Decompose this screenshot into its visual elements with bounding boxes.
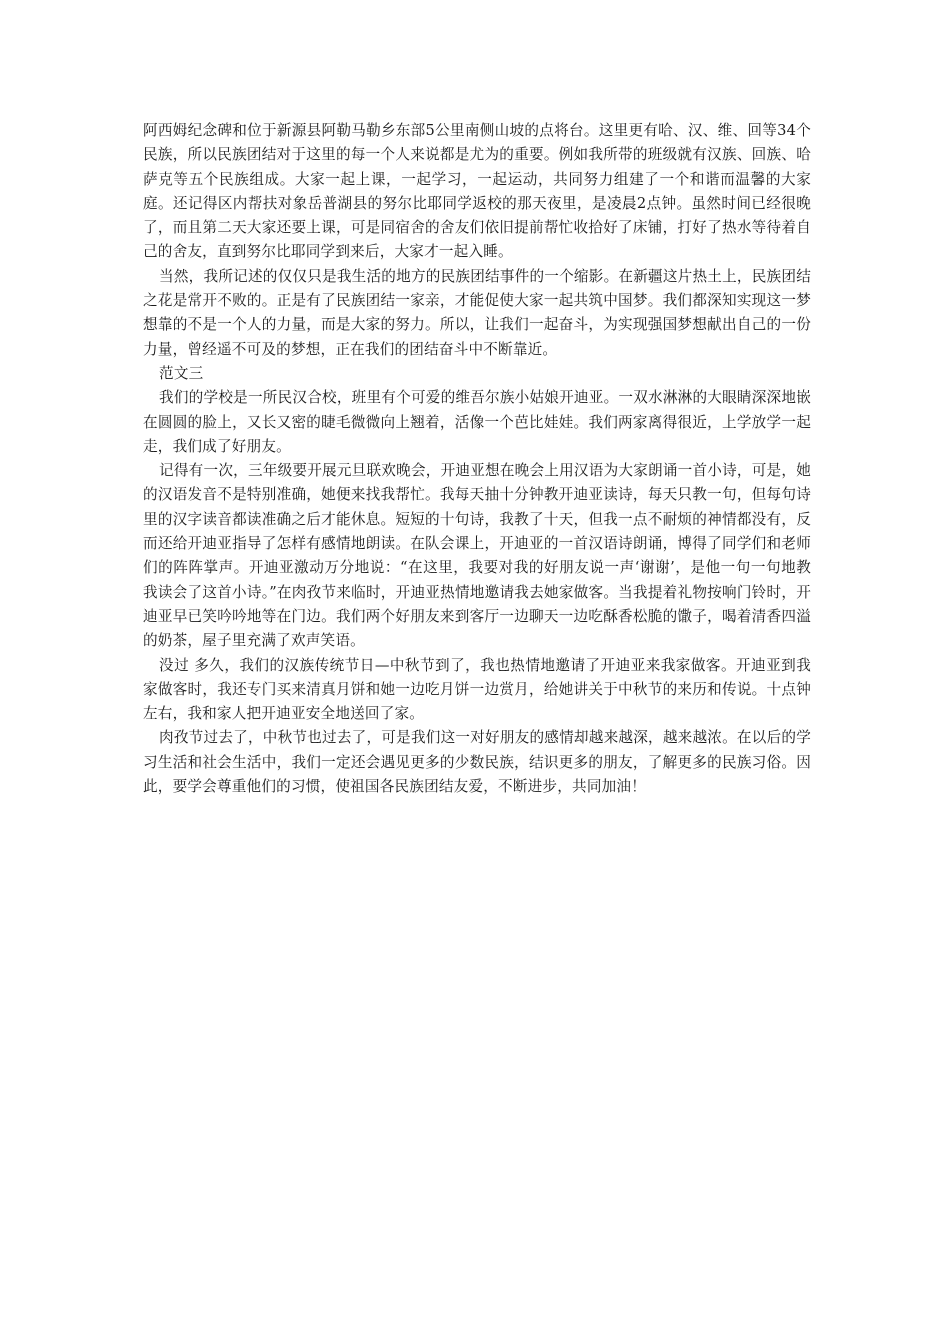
document-body	[143, 119, 811, 799]
paragraph-3: 我们的学校是一所民汉合校，班里有个可爱的维吾尔族小姑娘开迪亚。一双水淋淋的大眼睛深深地嵌在圆圆的脸上，又长又密的睫毛微微向上翘着，活像一个芭比娃娃。我们两家离得很近，上学放学一起走，我们成了好朋友。	[143, 389, 811, 455]
paragraph-5: 没过 多久，我们的汉族传统节日—中秋节到了，我也热情地邀请了开迪亚来我家做客。开迪亚到我家做客时，我还专门买来清真月饼和她一边吃月饼一边赏月，给她讲关于中秋节的来历和传说。十点钟左右，我和家人把开迪亚安全地送回了家。	[143, 656, 811, 723]
section-heading: 范文三	[159, 364, 204, 382]
paragraph-4: 记得有一次，三年级要开展元旦联欢晚会，开迪亚想在晚会上用汉语为大家朗诵一首小诗，可是，她的汉语发音不是特别准确，她便来找我帮忙。我每天抽十分钟教开迪亚读诗，每天只教一句，但每句诗里的汉字读音都读准确之后才能休息。短短的十句诗，我教了十天，但我一点不耐烦的神情都没有，反而还给开迪亚指导了怎样有感情地朗读。在队会课上，开迪亚的一首汉语诗朗诵，博得了同学们和老师们的阵阵掌声。开迪亚激动万分地说：“在这里，我要对我的好朋友说一声‘谢谢’，是他一句一句地教我读会了这首小诗。”在肉孜节来临时，开迪亚热情地邀请我去她家做客。当我提着礼物按响门铃时，开迪亚早已笑吟吟地等在门边。我们两个好朋友来到客厅一边聊天一边吃酥香松脆的馓子，喝着清香四溢的奶茶，屋子里充满了欢声笑语。	[143, 462, 811, 650]
paragraph-6: 肉孜节过去了，中秋节也过去了，可是我们这一对好朋友的感情却越来越深，越来越浓。在以后的学习生活和社会生活中，我们一定还会遇见更多的少数民族，结识更多的朋友，了解更多的民族习俗。因此，要学会尊重他们的习惯，使祖国各民族团结友爱，不断进步，共同加油！	[143, 729, 811, 796]
paragraph-1: 阿西姆纪念碑和位于新源县阿勒马勒乡东部5公里南侧山坡的点将台。这里更有哈、汉、维、回等34个民族，所以民族团结对于这里的每一个人来说都是尤为的重要。例如我所带的班级就有汉族、回族、哈萨克等五个民族组成。大家一起上课，一起学习，一起运动，共同努力组建了一个和谐而温馨的大家庭。还记得区内帮扶对象岳普湖县的努尔比耶同学返校的那天夜里，是凌晨2点钟。虽然时间已经很晚了，而且第二天大家还要上课，可是同宿舍的舍友们依旧提前帮忙收拾好了床铺，打好了热水等待着自己的舍友，直到努尔比耶同学到来后，大家才一起入睡。	[143, 122, 811, 261]
paragraph-2: 当然，我所记述的仅仅只是我生活的地方的民族团结事件的一个缩影。在新疆这片热土上，民族团结之花是常开不败的。正是有了民族团结一家亲，才能促使大家一起共筑中国梦。我们都深知实现这一梦想靠的不是一个人的力量，而是大家的努力。所以，让我们一起奋斗，为实现强国梦想献出自己的一份力量，曾经遥不可及的梦想，正在我们的团结奋斗中不断靠近。	[143, 267, 811, 358]
